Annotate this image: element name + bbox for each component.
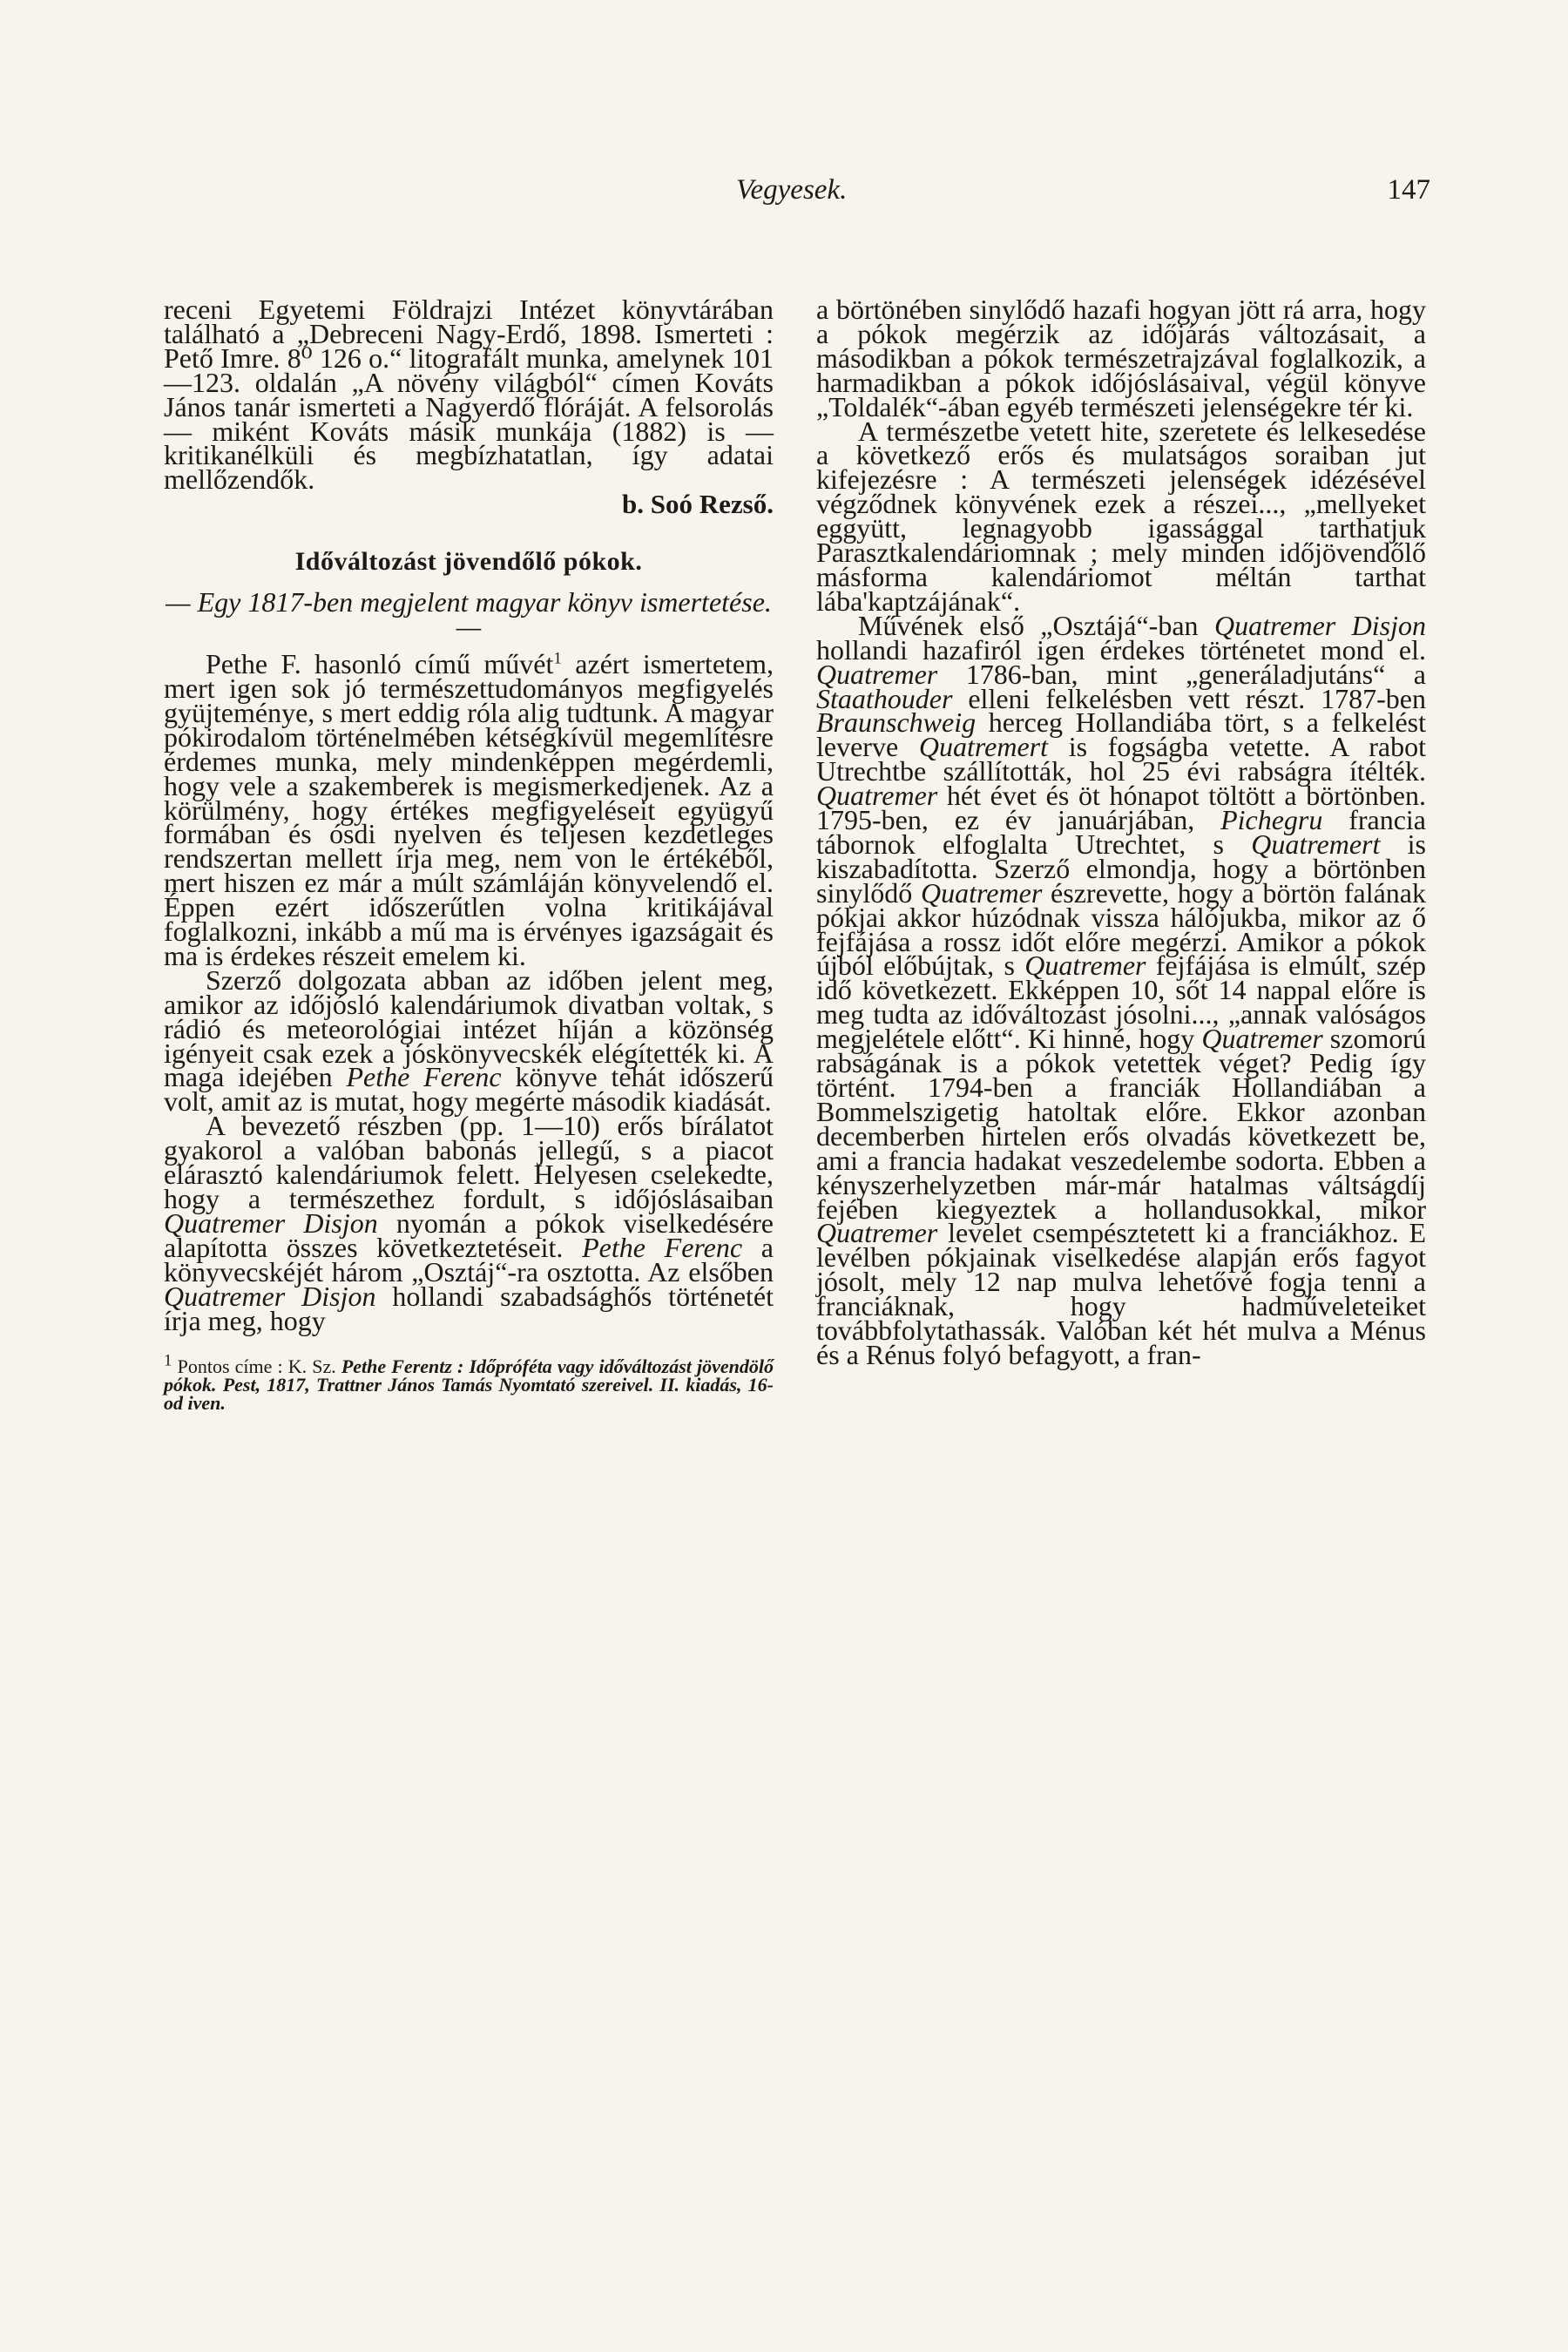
text-run: elleni felkelésben vett részt. 1787-ben xyxy=(952,682,1426,714)
text-run: Pest, 1817, Trattner János Tamás Nyomtató szereivel. II. kiadás, 16-od iven. xyxy=(164,1374,774,1415)
text-run: 1786-ban, mint „generáladjutáns“ a xyxy=(937,658,1426,690)
person-name: Quatremert xyxy=(1251,828,1381,860)
person-name: Braunschweig xyxy=(816,706,977,739)
person-name: Pichegru xyxy=(1220,804,1323,836)
text-run: észrevette, hogy a börtön falának pókjai akkor húzódnak vissza hálójukba, mikor az ő fejfájása a rossz időt előre megérzi. Amikor a pókok újból előbújtak, s xyxy=(816,876,1427,982)
person-name: Quatremer xyxy=(1201,1023,1323,1055)
paragraph-introduction-part xyxy=(164,1110,774,1336)
paragraph-quatremer-story xyxy=(816,609,1427,1370)
running-head-title: Vegyesek. xyxy=(736,174,848,206)
article-title: Időváltozást jövendőlő pókok. xyxy=(294,547,643,577)
person-name: Quatremer Disjon xyxy=(1213,609,1427,641)
text-run: levelet csempésztetett ki a franciákhoz. E levélben pókjainak viselkedése alapján erős fagyot jósolt, mely 12 nap mulva lehetővé fogja tenni a franciáknak, hogy hadműveleteiket továbbfolytathassák. Valóban két hét mulva a Ménus és a Rénus folyó befagyott, a fran- xyxy=(816,1217,1426,1370)
text-run: szomorú rabságának is a pókok vetettek véget? Pedig így történt. 1794-ben a franciák Hollandiában a Bommelszigetig hatoltak előre. Ekkor azonban decemberben hirtelen erős olvadás következett be, ami a francia hadakat veszedelembe sodorta. Ebben a kényszerhelyzetben már-már hatalmas váltságdíj fejében kiegyeztek a hollandusokkal, mikor xyxy=(816,1023,1427,1225)
person-name: Quatremer xyxy=(816,658,938,690)
text-run: Pontos címe : K. Sz. xyxy=(172,1355,341,1378)
right-column xyxy=(816,294,1427,1370)
text-run: Pethe F. hasonló című művét xyxy=(206,648,554,680)
text-run: A bevezető részben (pp. 1—10) erős bírálatot gyakorol a valóban babonás jellegű, s a piacot elárasztó kalendáriumok felett. Helyesen cselekedte, hogy a természethez fordult, s időjóslásaiban xyxy=(164,1110,774,1214)
title-name: Staathouder xyxy=(816,682,953,714)
footnote xyxy=(164,1352,774,1415)
person-name: Quatremer xyxy=(1024,950,1146,982)
text-run: Művének első „Osztájá“-ban xyxy=(858,609,1214,641)
person-name: Quatremer Disjon xyxy=(164,1280,376,1312)
text-run: a könyvecskéjét három „Osztáj“-ra osztotta. Az elsőben xyxy=(164,1231,774,1288)
footnote-reference: 1 xyxy=(553,649,562,668)
running-head xyxy=(0,174,1568,213)
text-run: azért ismertetem, mert igen sok jó természettudományos megfigyelés gyüjteménye, s mert eddig róla alig tudtunk. A magyar pókirodalom történelmében kétségkívül megemlítésre érdemes munka, mely mindenképpen megérdemli, hogy vele a szakemberek is megismerkedjenek. Az a körülmény, hogy értékes megfigyeléseit együgyű formában és ósdi nyelven és teljesen kezdetleges rendszertan mellett írja meg, nem von le értékéből, mert hiszen ez már a múlt számláján könyvelendő el. Éppen ezért időszerűtlen volna kritikájával foglalkozni, inkább a mű ma is érvényes igazságait és ma is érdekes részeit emelem ki. xyxy=(164,648,774,971)
text-run: herceg Hollandiába tört, s a felkelést leverve xyxy=(816,706,1426,763)
person-name: Pethe Ferenc xyxy=(346,1061,502,1093)
text-run: hollandi szabadsághős történetét írja meg, hogy xyxy=(164,1280,774,1336)
author-signature: b. Soó Rezső. xyxy=(622,489,774,520)
paragraph-intro xyxy=(164,648,774,971)
text-run: könyve tehát időszerű volt, amit az is mutat, hogy megérte második kiadását. xyxy=(164,1061,774,1118)
text-run: is fogságba vetette. A rabot Utrechtbe szállították, hol 25 évi rabságra ítélték. xyxy=(816,731,1427,787)
person-name: Quatremer Disjon xyxy=(164,1206,378,1239)
person-name: Quatremer xyxy=(816,780,938,812)
text-run: hollandi hazafiról igen érdekes történetet mond el. xyxy=(816,633,1426,666)
paragraph-calendars xyxy=(164,963,774,1118)
text-run: hét évet és öt hónapot töltött a börtönben. 1795-ben, ez év januárjában, xyxy=(816,780,1426,836)
person-name: Quatremer xyxy=(921,876,1043,909)
person-name: Pethe Ferenc xyxy=(582,1231,743,1263)
text-run: fejfájása is elmúlt, szép idő következett. Ekképpen 10, sőt 14 nappal előre is meg tudta az időváltozást jósolni..., „annak valóságos megjelétele előtt“. Ki hinné, hogy xyxy=(816,950,1427,1055)
text-run: nyomán a pókok viselkedésére alapította összes következtetéseit. xyxy=(164,1206,774,1263)
text-run: francia tábornok elfoglalta Utrechtet, s xyxy=(816,804,1427,860)
footnote-mark: 1 xyxy=(164,1352,172,1371)
left-column xyxy=(164,294,774,1415)
footnote-book-title: Pethe Ferentz : Időpróféta vagy időváltozást jövendölő pókok. xyxy=(164,1355,774,1396)
article-subtitle: — Egy 1817-ben megjelent magyar könyv ismertetése. — xyxy=(166,586,772,643)
paragraph-continuation: a börtönében sinylődő hazafi hogyan jött rá arra, hogy a pókok megérzik az időjárás változásait, a másodikban a pókok természetrajzával foglalkozik, a harmadikban a pókok időjóslásaival, végül könyve „Toldalék“-ában egyéb természeti jelenségekre tér ki. xyxy=(816,294,1426,422)
person-name: Quatremer xyxy=(816,1217,938,1249)
paragraph-quote: A természetbe vetett hite, szeretete és lelkesedése a következő erős és mulatságos soraiban jut kifejezésre : A természeti jelenségek idézésével végződnek könyvének ezek a részei..., „mellyeket eggyütt, legnagyobb igassággal tarthatjuk Parasztkalendáriomnak ; mely minden időjövendőlő másforma kalendáriomot méltán tarthat lába'kaptzájának“. xyxy=(816,415,1426,617)
page-number: 147 xyxy=(1387,174,1430,206)
text-run: is kiszabadította. Szerző elmondja, hogy a börtönben sinylődő xyxy=(816,828,1427,909)
person-name: Quatremert xyxy=(918,731,1048,763)
paragraph-continuation: receni Egyetemi Földrajzi Intézet könyvtárában található a „Debreceni Nagy-Erdő, 1898. Ismerteti : Pető Imre. 8⁰ 126 o.“ litografált munka, amelynek 101—123. oldalán „A növény világból“ címen Kováts János tanár ismerteti a Nagyerdő flóráját. A felsorolás — miként Kováts másik munkája (1882) is — kritikanélküli és megbízhatatlan, így adatai mellőzendők. xyxy=(164,294,774,496)
text-run: Szerző dolgozata abban az időben jelent meg, amikor az időjósló kalendáriumok divatban voltak, s rádió és meteorológiai intézet híján a közönség igényeit csak ezek a jóskönyvecskék elégítették ki. A maga idejében xyxy=(164,963,774,1093)
